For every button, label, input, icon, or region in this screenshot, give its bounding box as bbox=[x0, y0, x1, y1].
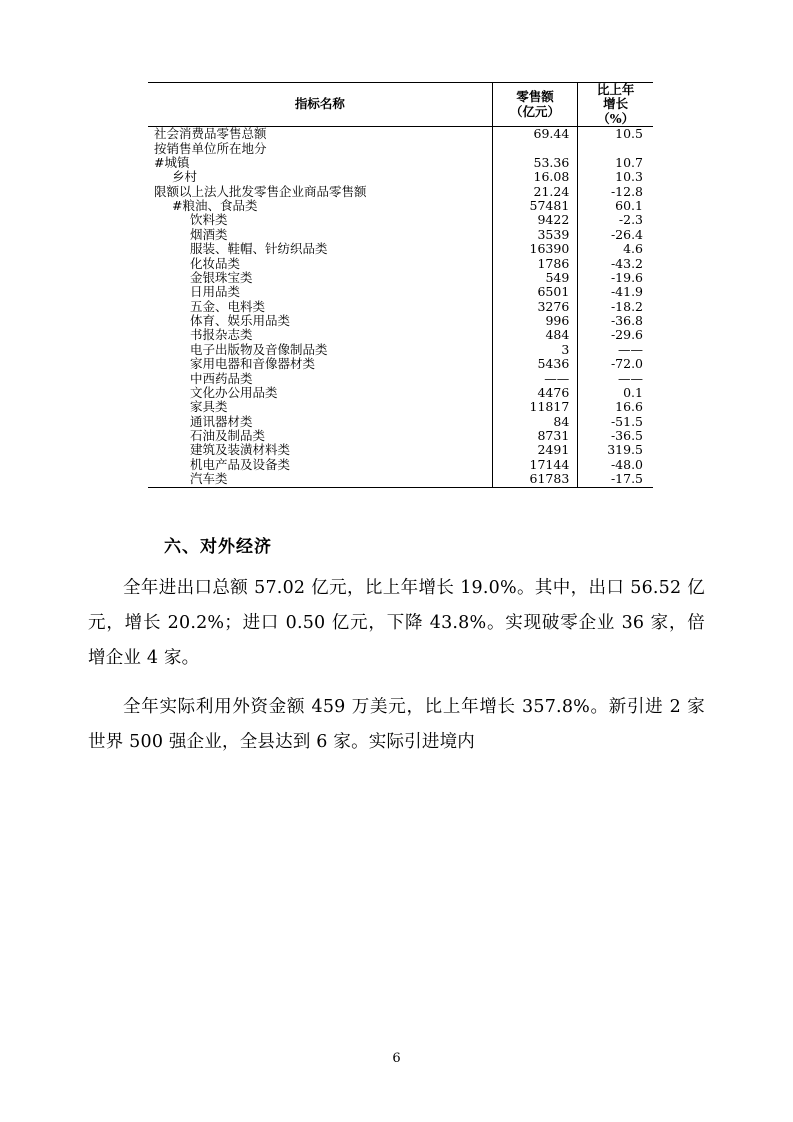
cell-growth: -51.5 bbox=[610, 413, 643, 429]
cell-retail-amount: 57481 bbox=[492, 199, 578, 213]
cell-retail-amount: 17144 bbox=[492, 458, 578, 472]
cell-growth: 10.7 bbox=[615, 154, 643, 170]
cell-indicator-name: 文化办公用品类 bbox=[190, 384, 278, 400]
header-retail-amount bbox=[492, 83, 578, 127]
cell-growth: -43.2 bbox=[610, 255, 643, 271]
table-row bbox=[148, 285, 653, 299]
table-header-row bbox=[148, 83, 653, 127]
cell-retail-amount: 8731 bbox=[492, 429, 578, 443]
cell-retail-amount: 69.44 bbox=[492, 127, 578, 142]
cell-growth: -19.6 bbox=[610, 269, 643, 285]
cell-growth: 319.5 bbox=[607, 442, 643, 458]
cell-indicator-name: 日用品类 bbox=[190, 284, 241, 300]
header-growth-line2: 增长 bbox=[603, 96, 629, 112]
cell-retail-amount: —— bbox=[492, 372, 578, 386]
table-row bbox=[148, 156, 653, 170]
table-row bbox=[148, 300, 653, 314]
retail-sales-table bbox=[148, 82, 653, 488]
cell-indicator-name: #城镇 bbox=[154, 154, 190, 170]
header-growth-line1: 比上年 bbox=[596, 82, 635, 97]
cell-indicator-name: 按销售单位所在地分 bbox=[154, 140, 267, 156]
cell-growth: -36.5 bbox=[610, 428, 643, 443]
cell-growth: 4.6 bbox=[623, 241, 643, 257]
cell-retail-amount: 2491 bbox=[492, 443, 578, 457]
cell-indicator-name: 机电产品及设备类 bbox=[190, 456, 291, 472]
cell-growth: -72.0 bbox=[610, 356, 643, 372]
header-retail-amount-line2: （亿元） bbox=[509, 103, 560, 119]
table-row bbox=[148, 443, 653, 457]
table-body bbox=[148, 127, 653, 487]
cell-growth: -17.5 bbox=[578, 472, 653, 487]
cell-indicator-name: 限额以上法人批发零售企业商品零售额 bbox=[154, 183, 367, 199]
header-indicator-name: 指标名称 bbox=[148, 83, 492, 127]
cell-indicator-name: 家用电器和音像器材类 bbox=[190, 356, 316, 372]
table-row bbox=[148, 400, 653, 414]
cell-growth: -48.0 bbox=[610, 456, 643, 472]
cell-retail-amount: 16390 bbox=[492, 242, 578, 256]
table-row bbox=[148, 314, 653, 328]
cell-retail-amount: 61783 bbox=[492, 472, 578, 487]
table-row bbox=[148, 127, 653, 142]
cell-growth: -41.9 bbox=[610, 284, 643, 300]
cell-retail-amount: 5436 bbox=[492, 357, 578, 371]
cell-retail-amount: 549 bbox=[492, 271, 578, 285]
cell-growth: -36.8 bbox=[610, 313, 643, 328]
table-row bbox=[148, 242, 653, 256]
table-row bbox=[148, 185, 653, 199]
cell-growth: 16.6 bbox=[615, 399, 643, 415]
table-row bbox=[148, 142, 653, 156]
cell-retail-amount: 3276 bbox=[492, 300, 578, 314]
cell-indicator-name: 金银珠宝类 bbox=[190, 269, 253, 285]
cell-retail-amount: 3 bbox=[492, 343, 578, 357]
cell-growth: -29.6 bbox=[610, 327, 643, 343]
table-row bbox=[148, 415, 653, 429]
cell-indicator-name: 体育、娱乐用品类 bbox=[190, 313, 291, 328]
section-heading: 六、对外经济 bbox=[164, 536, 272, 557]
page-number: 6 bbox=[392, 1051, 401, 1066]
table-row bbox=[148, 328, 653, 342]
cell-indicator-name: 电子出版物及音像制品类 bbox=[190, 341, 328, 357]
cell-growth: 60.1 bbox=[615, 198, 643, 213]
cell-retail-amount: 484 bbox=[492, 328, 578, 342]
cell-retail-amount: 84 bbox=[492, 415, 578, 429]
cell-indicator-name: #粮油、食品类 bbox=[172, 198, 258, 213]
table-row bbox=[148, 213, 653, 227]
table-row bbox=[148, 429, 653, 443]
cell-retail-amount: 996 bbox=[492, 314, 578, 328]
cell-growth: -12.8 bbox=[610, 183, 643, 199]
header-retail-amount-line1: 零售额 bbox=[516, 89, 554, 105]
cell-retail-amount: 9422 bbox=[492, 213, 578, 227]
cell-indicator-name: 汽车类 bbox=[148, 472, 492, 487]
cell-retail-amount: 1786 bbox=[492, 257, 578, 271]
cell-retail-amount bbox=[492, 142, 578, 156]
table-row bbox=[148, 271, 653, 285]
cell-growth: —— bbox=[618, 341, 643, 357]
paragraph-2: 全年实际利用外资金额 459 万美元，比上年增长 357.8%。新引进 2 家世界 500 强企业，全县达到 6 家。实际引进境内 bbox=[88, 696, 705, 752]
cell-indicator-name: 石油及制品类 bbox=[190, 428, 266, 443]
cell-growth: 10.3 bbox=[615, 169, 643, 185]
table-row bbox=[148, 357, 653, 371]
cell-indicator-name: 建筑及装潢材料类 bbox=[190, 442, 291, 458]
cell-growth: -2.3 bbox=[618, 212, 643, 228]
table-row bbox=[148, 386, 653, 400]
cell-indicator-name: 烟酒类 bbox=[190, 226, 228, 242]
cell-growth: -18.2 bbox=[610, 298, 643, 314]
cell-retail-amount: 6501 bbox=[492, 285, 578, 299]
cell-indicator-name: 社会消费品零售总额 bbox=[154, 126, 267, 142]
cell-retail-amount: 3539 bbox=[492, 228, 578, 242]
table-row bbox=[148, 472, 653, 487]
cell-retail-amount: 21.24 bbox=[492, 185, 578, 199]
cell-indicator-name: 家具类 bbox=[190, 399, 228, 415]
cell-retail-amount: 11817 bbox=[492, 400, 578, 414]
table-row bbox=[148, 343, 653, 357]
table-row bbox=[148, 257, 653, 271]
cell-indicator-name: 饮料类 bbox=[190, 212, 228, 228]
table-row bbox=[148, 372, 653, 386]
cell-growth: —— bbox=[618, 370, 643, 386]
cell-growth: 10.5 bbox=[615, 126, 643, 142]
cell-indicator-name: 服装、鞋帽、针纺织品类 bbox=[190, 241, 328, 257]
table-row bbox=[148, 458, 653, 472]
header-growth-line3: （%） bbox=[597, 110, 635, 126]
paragraph-1: 全年进出口总额 57.02 亿元，比上年增长 19.0%。其中，出口 56.52 亿元，增长 20.2%；进口 0.50 亿元，下降 43.8%。实现破零企业 36 家，倍增企业 4 家。 bbox=[88, 577, 705, 668]
header-growth bbox=[578, 83, 653, 127]
cell-indicator-name: 乡村 bbox=[172, 169, 198, 185]
table-row bbox=[148, 199, 653, 213]
cell-retail-amount: 16.08 bbox=[492, 170, 578, 184]
cell-retail-amount: 53.36 bbox=[492, 156, 578, 170]
cell-indicator-name: 化妆品类 bbox=[190, 255, 241, 271]
cell-indicator-name: 书报杂志类 bbox=[190, 327, 253, 343]
cell-indicator-name: 通讯器材类 bbox=[190, 413, 253, 429]
table-row bbox=[148, 170, 653, 184]
table-row bbox=[148, 228, 653, 242]
cell-growth: 0.1 bbox=[623, 384, 643, 400]
cell-growth bbox=[578, 142, 653, 156]
cell-indicator-name: 中西药品类 bbox=[190, 370, 253, 386]
cell-retail-amount: 4476 bbox=[492, 386, 578, 400]
table-header bbox=[148, 83, 653, 127]
cell-indicator-name: 五金、电料类 bbox=[190, 298, 266, 314]
retail-sales-table-wrapper bbox=[148, 82, 653, 488]
cell-growth: -26.4 bbox=[610, 226, 643, 242]
